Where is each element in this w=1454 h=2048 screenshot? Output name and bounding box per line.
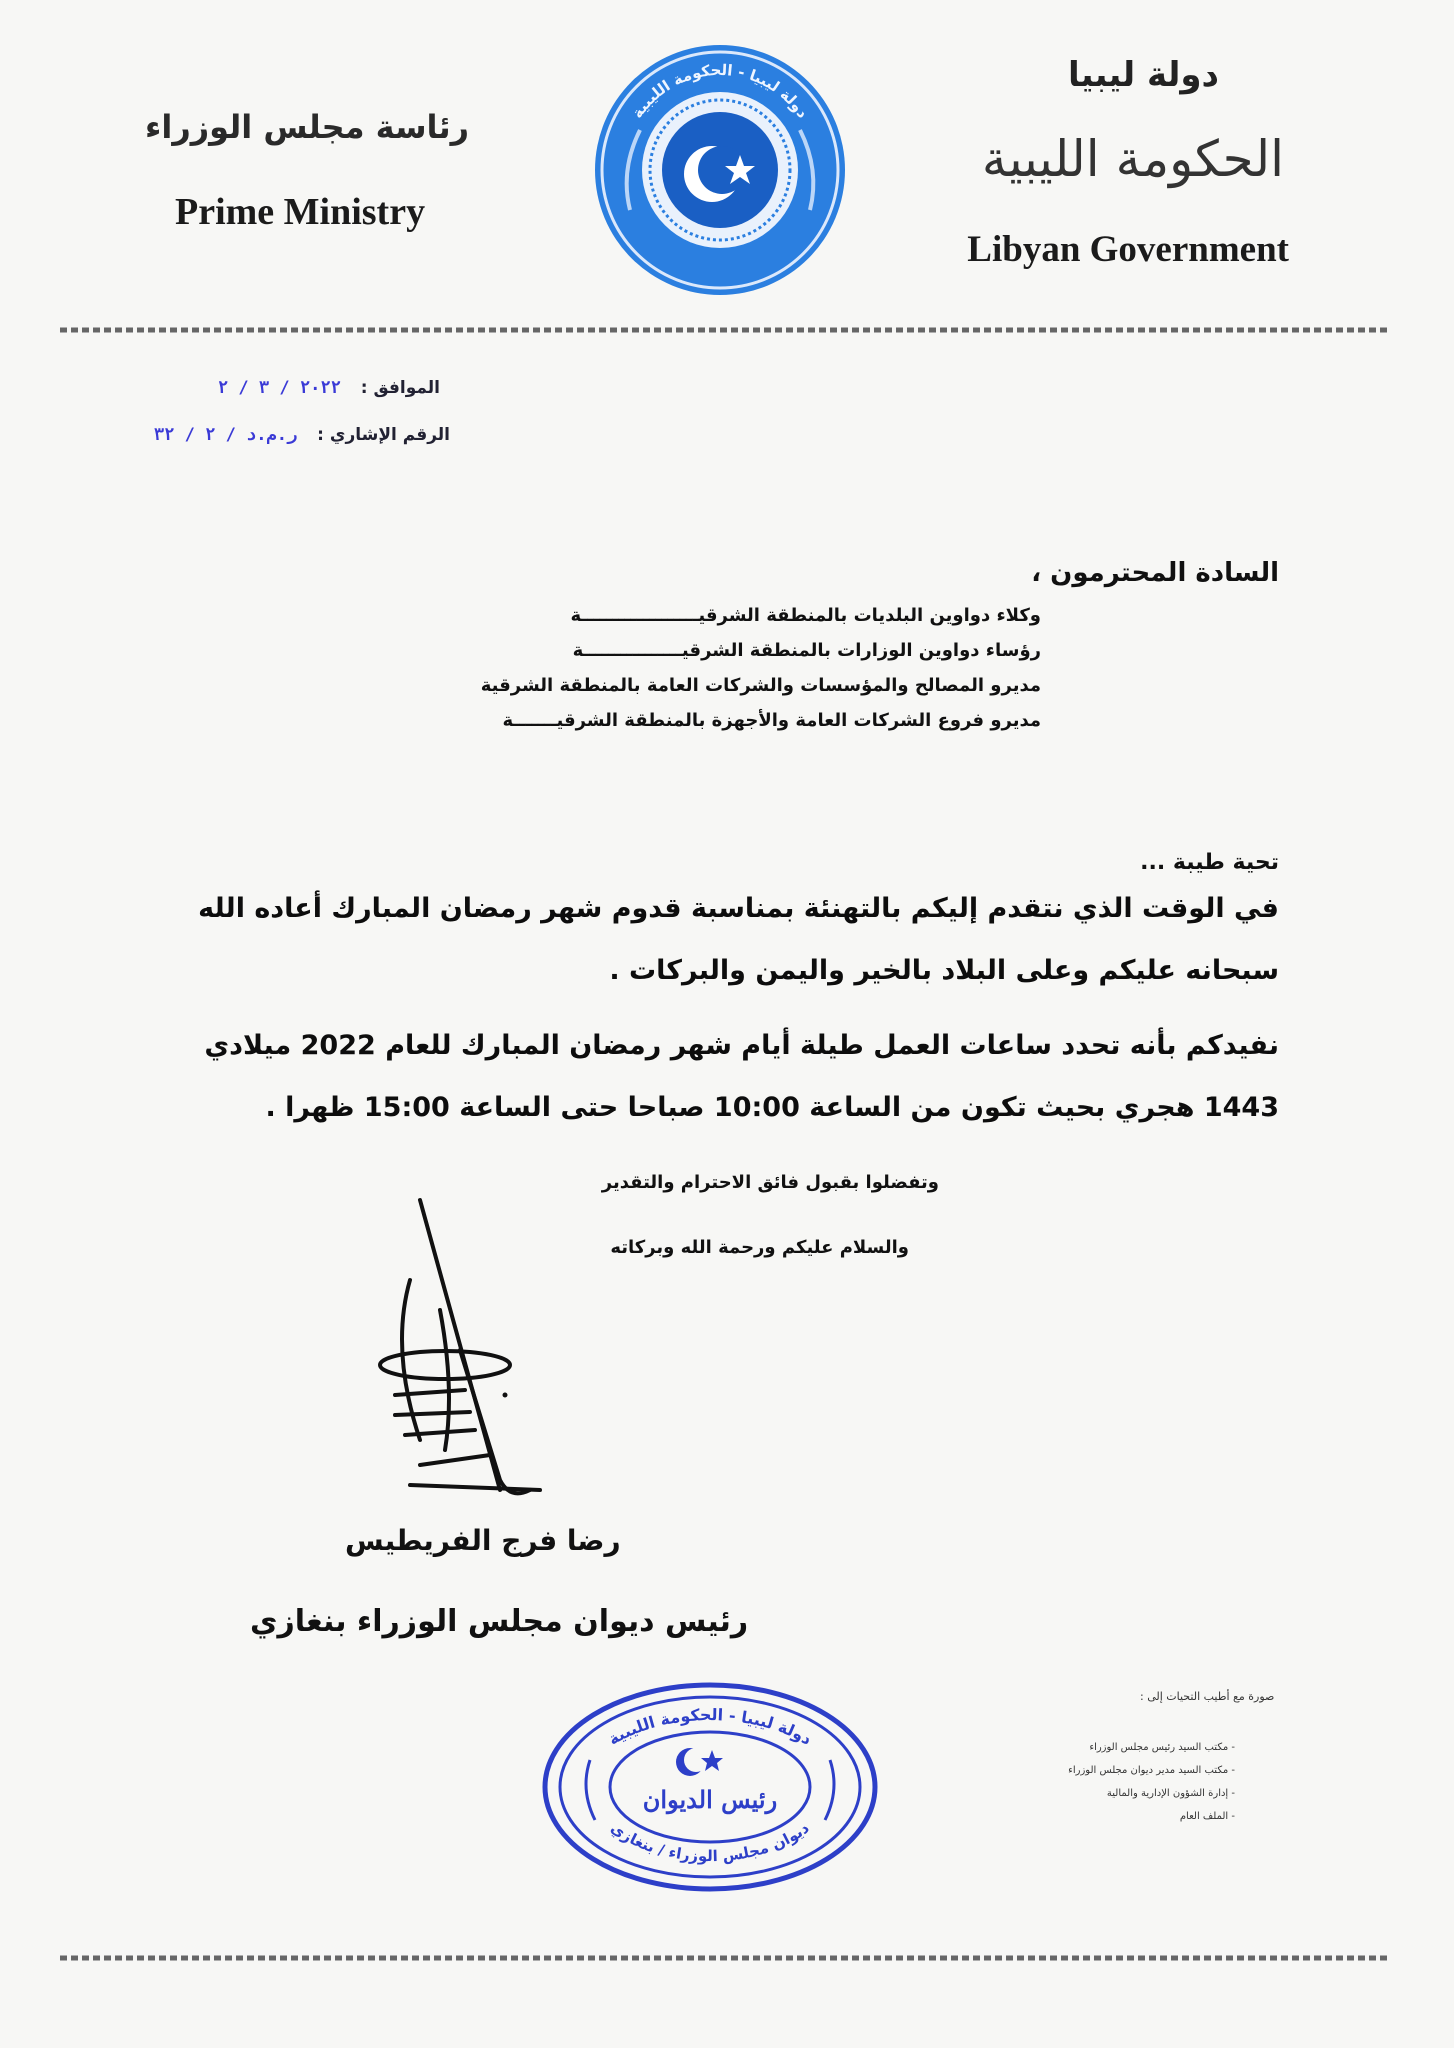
- addressee-item: مديرو المصالح والمؤسسات والشركات العامة بالمنطقة الشرقية: [480, 675, 1041, 696]
- cc-item: - مكتب السيد رئيس مجلس الوزراء: [1089, 1742, 1235, 1753]
- greeting: تحية طيبة ...: [1140, 850, 1279, 875]
- header-prime-ministry-en: Prime Ministry: [175, 191, 426, 233]
- body-line: 1443 هجري بحيث تكون من الساعة 10:00 صباحا حتى الساعة 15:00 ظهرا .: [265, 1092, 1279, 1123]
- stamp-outer-text: دولة ليبيا - الحكومة الليبية: [604, 1705, 816, 1749]
- body-line: نفيدكم بأنه تحدد ساعات العمل طيلة أيام شهر رمضان المبارك للعام 2022 ميلادي: [204, 1030, 1279, 1061]
- addressee-item: وكلاء دواوين البلديات بالمنطقة الشرقيـــــــــــــــــــة: [570, 605, 1041, 626]
- cc-item: - الملف العام: [1179, 1811, 1235, 1822]
- reference-number: [40, 425, 450, 445]
- government-seal-icon: [590, 40, 850, 300]
- footer-divider: [60, 1950, 1390, 1966]
- signature-icon: [350, 1190, 580, 1520]
- body-line: في الوقت الذي نتقدم إليكم بالتهنئة بمناسبة قدوم شهر رمضان المبارك أعاده الله: [198, 893, 1279, 924]
- cc-item-text: مكتب السيد رئيس مجلس الوزراء: [1089, 1742, 1229, 1753]
- cc-item-text: إدارة الشؤون الإدارية والمالية: [1106, 1788, 1229, 1799]
- signer-title: رئيس ديوان مجلس الوزراء بنغازي: [250, 1604, 749, 1639]
- cc-item: - إدارة الشؤون الإدارية والمالية: [1106, 1788, 1235, 1799]
- header-prime-ministry-ar: رئاسة مجلس الوزراء: [145, 108, 469, 146]
- stamp-center-text: رئيس الديوان: [642, 1785, 778, 1814]
- cc-item-text: مكتب السيد مدير ديوان مجلس الوزراء: [1068, 1765, 1229, 1776]
- body-line: سبحانه عليكم وعلى البلاد بالخير واليمن والبركات .: [609, 955, 1279, 986]
- official-stamp-icon: [540, 1680, 880, 1895]
- salutation: السادة المحترمون ،: [1031, 558, 1279, 588]
- cc-item-text: الملف العام: [1179, 1811, 1229, 1822]
- closing-peace: والسلام عليكم ورحمة الله وبركاته: [610, 1237, 909, 1258]
- header-divider: [60, 322, 1390, 338]
- reference-date: [40, 378, 440, 398]
- reference-date-value: ٢٠٢٢ / ٣ / ٢: [217, 378, 341, 398]
- cc-heading: صورة مع أطيب التحيات إلى :: [1140, 1690, 1275, 1703]
- seal-outer-text: دولة ليبيا - الحكومة الليبية: [628, 60, 812, 122]
- reference-date-label: الموافق :: [360, 378, 440, 398]
- addressee-item: مديرو فروع الشركات العامة والأجهزة بالمنطقة الشرقيـــــــة: [502, 710, 1041, 731]
- signer-name: رضا فرج الفريطيس: [345, 1524, 621, 1557]
- reference-number-label: الرقم الإشاري :: [317, 425, 450, 445]
- reference-number-value: ر.م.د / ٢ / ٣٢: [153, 425, 298, 445]
- addressee-item: رؤساء دواوين الوزارات بالمنطقة الشرقيــــــــــــــــة: [572, 640, 1041, 661]
- cc-item: - مكتب السيد مدير ديوان مجلس الوزراء: [1068, 1765, 1235, 1776]
- closing-respect: وتفضلوا بقبول فائق الاحترام والتقدير: [601, 1172, 939, 1193]
- header-government-ar: الحكومة الليبية: [981, 130, 1284, 188]
- header-government-en: Libyan Government: [967, 229, 1289, 270]
- stamp-bottom-text: ديوان مجلس الوزراء / بنغازي: [607, 1818, 813, 1866]
- svg-text:دولة ليبيا - الحكومة الليبية: [605, 1705, 815, 1749]
- header-country-ar: دولة ليبيا: [1068, 55, 1219, 95]
